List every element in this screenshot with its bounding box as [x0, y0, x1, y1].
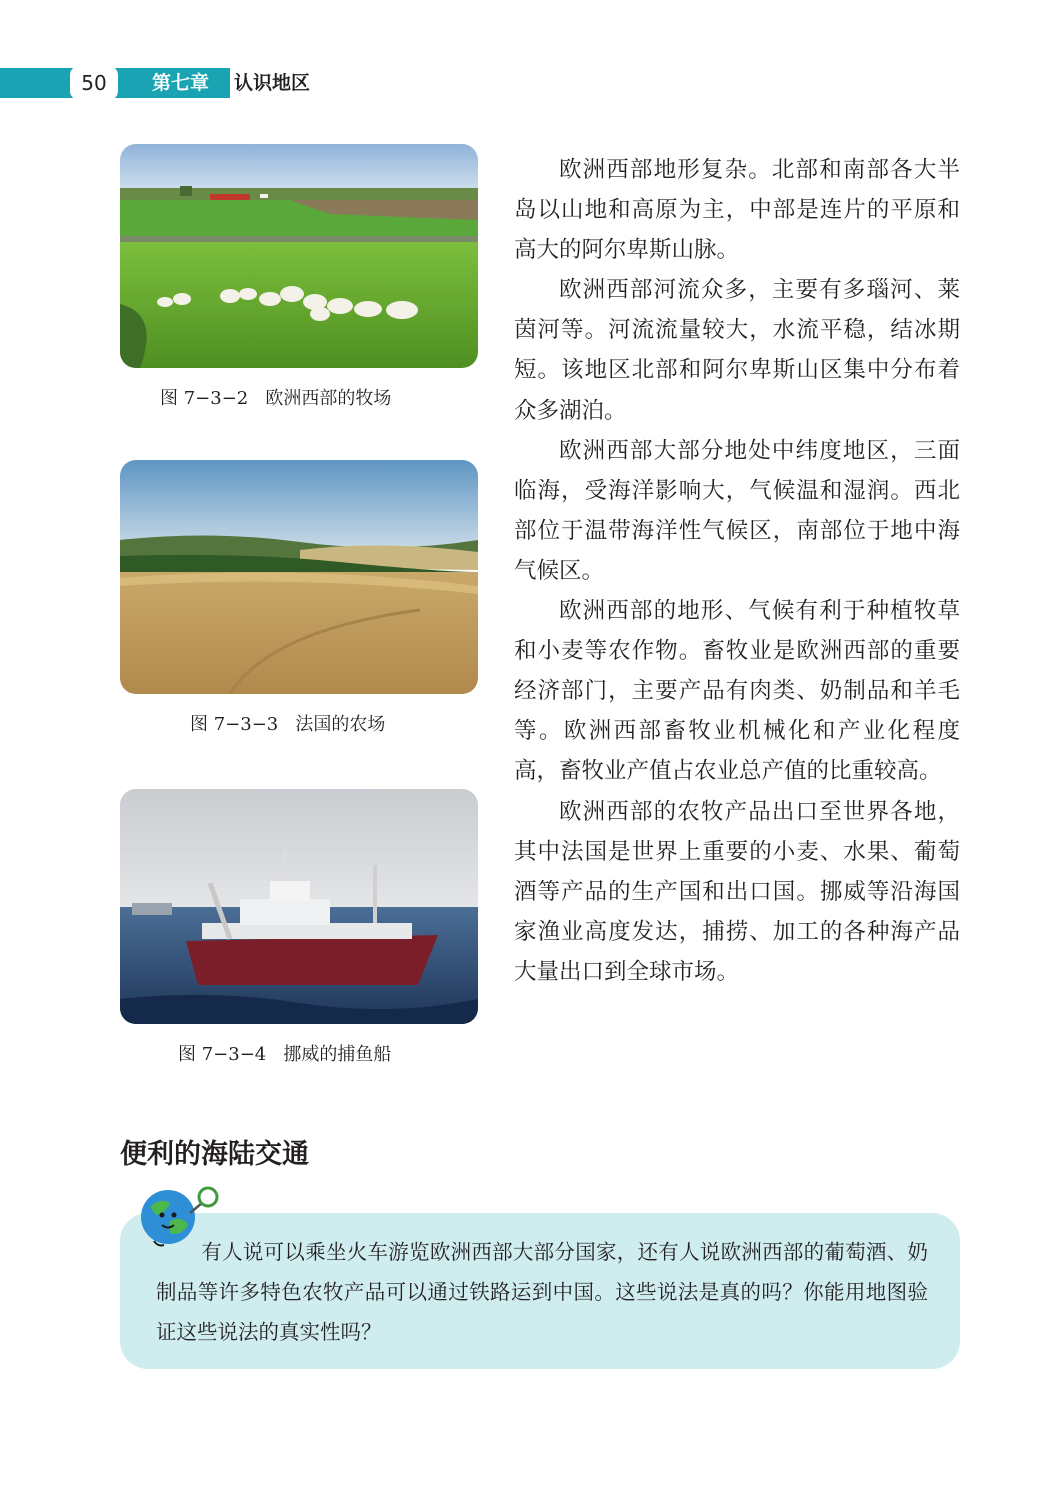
activity-question: 有人说可以乘坐火车游览欧洲西部大部分国家，还有人说欧洲西部的葡萄酒、奶制品等许多特色农牧产品可以通过铁路运到中国。这些说法是真的吗？你能用地图验证这些说法的真实性吗？: [156, 1240, 928, 1344]
chapter-label: 第七章: [152, 72, 210, 94]
wheat-farm-photo: [120, 460, 478, 694]
figure-caption-3: 图 7−3−4 挪威的捕鱼船: [178, 1044, 392, 1065]
paragraph: 欧洲西部的农牧产品出口至世界各地，其中法国是世界上重要的小麦、水果、葡萄酒等产品的生产国和出口国。挪威等沿海国家渔业高度发达，捕捞、加工的各种海产品大量出口到全球市场。: [514, 798, 960, 985]
pasture-photo: [120, 144, 478, 368]
page-number: 50: [70, 66, 118, 100]
paragraph: 欧洲西部大部分地处中纬度地区，三面临海，受海洋影响大，气候温和湿润。西北部位于温带海洋性气候区，南部位于地中海气候区。: [514, 437, 960, 584]
section-label: 认识地区: [234, 72, 311, 94]
paragraph: 欧洲西部的地形、气候有利于种植牧草和小麦等农作物。畜牧业是欧洲西部的重要经济部门，主要产品有肉类、奶制品和羊毛等。欧洲西部畜牧业机械化和产业化程度高，畜牧业产值占农业总产值的比重较高。: [514, 598, 960, 785]
fishing-boat-photo: [120, 789, 478, 1024]
figure-caption-1: 图 7−3−2 欧洲西部的牧场: [160, 388, 392, 409]
main-text: [514, 150, 960, 992]
paragraph: 欧洲西部河流众多，主要有多瑙河、莱茵河等。河流流量较大，水流平稳，结冰期短。该地区北部和阿尔卑斯山区集中分布着众多湖泊。: [514, 277, 960, 424]
section-title: 便利的海陆交通: [120, 1139, 309, 1170]
paragraph: 欧洲西部地形复杂。北部和南部各大半岛以山地和高原为主，中部是连片的平原和高大的阿尔卑斯山脉。: [514, 157, 960, 264]
figure-caption-2: 图 7−3−3 法国的农场: [190, 714, 386, 735]
